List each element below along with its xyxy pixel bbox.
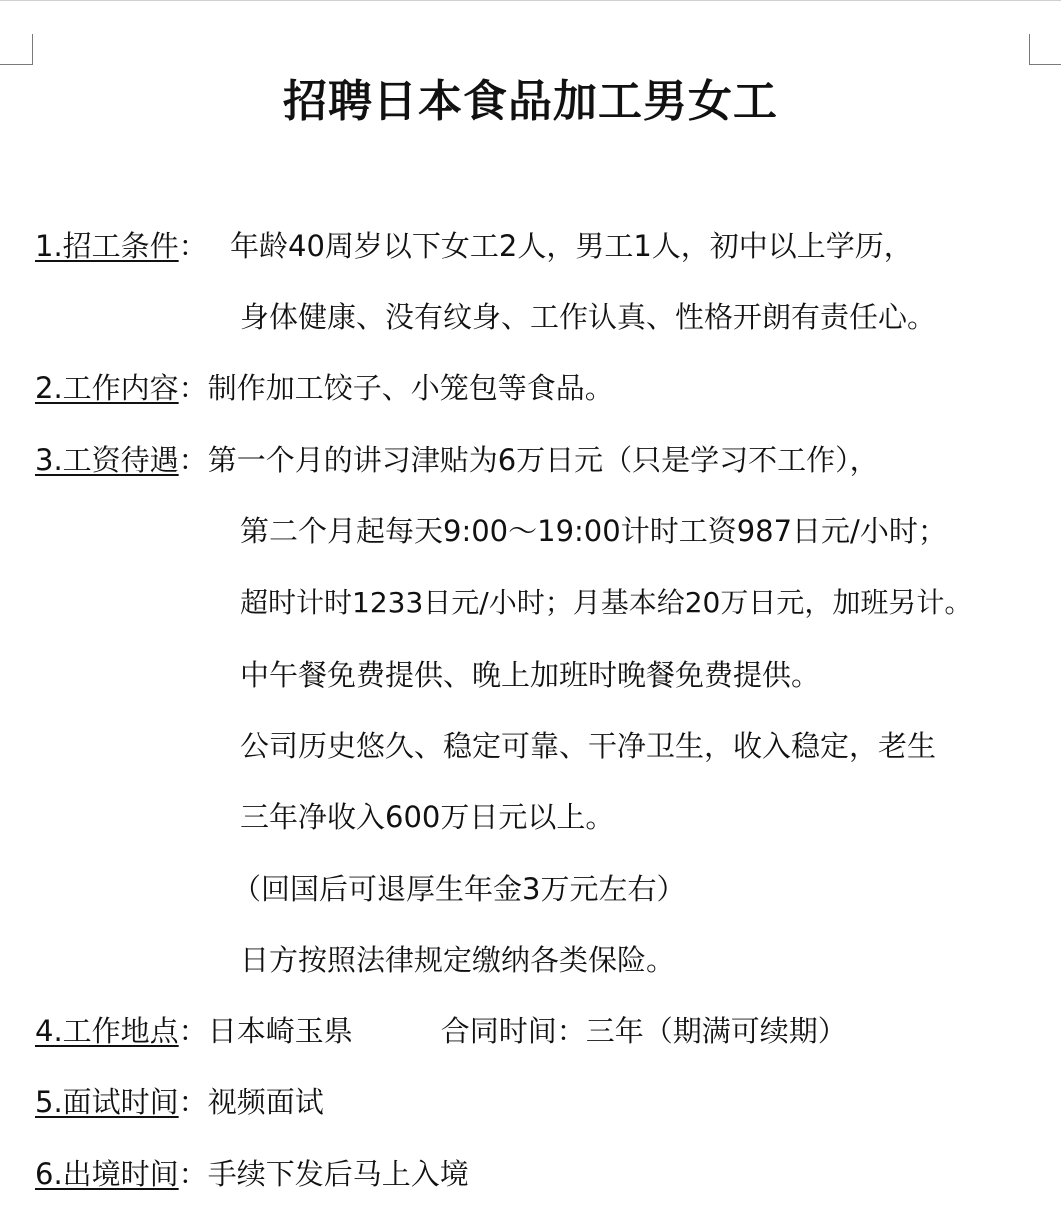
section-3-label: 3.工资待遇 bbox=[35, 443, 179, 477]
page-title: 招聘日本食品加工男女工 bbox=[283, 76, 778, 127]
section-3-row bbox=[35, 440, 879, 480]
section-3-line-6: 三年净收入600万日元以上。 bbox=[240, 800, 615, 834]
section-3-line-4: 中午餐免费提供、晚上加班时晚餐免费提供。 bbox=[240, 658, 821, 692]
section-3-line-3: 超时计时1233日元/小时；月基本给20万日元，加班另计。 bbox=[240, 586, 973, 619]
section-3-separator: ： bbox=[178, 443, 208, 477]
section-5-label: 5.面试时间 bbox=[35, 1085, 179, 1119]
section-2-label: 2.工作内容 bbox=[35, 371, 179, 405]
section-3-line-5: 公司历史悠久、稳定可靠、干净卫生，收入稳定，老生 bbox=[240, 729, 937, 763]
page-top-edge bbox=[0, 0, 1061, 1]
section-1-row bbox=[35, 226, 208, 266]
section-1-label: 1.招工条件 bbox=[35, 229, 179, 263]
section-6-label: 6.出境时间 bbox=[35, 1157, 179, 1191]
margin-corner-mark-right bbox=[1029, 34, 1061, 65]
section-4-label: 4.工作地点 bbox=[35, 1014, 179, 1048]
section-6-value: 手续下发后马上入境 bbox=[207, 1157, 469, 1191]
section-1-line-2: 身体健康、没有纹身、工作认真、性格开朗有责任心。 bbox=[240, 300, 937, 334]
section-3-line-2: 第二个月起每天9:00～19:00计时工资987日元/小时； bbox=[240, 514, 947, 548]
section-5-value: 视频面试 bbox=[207, 1085, 324, 1119]
section-5-row bbox=[35, 1082, 324, 1122]
section-1-separator: ： bbox=[178, 229, 208, 263]
section-4-row bbox=[35, 1011, 847, 1051]
section-6-row bbox=[35, 1154, 469, 1194]
section-2-line-1: 制作加工饺子、小笼包等食品。 bbox=[207, 371, 614, 405]
section-2-separator: ： bbox=[178, 371, 208, 405]
section-3-line-8: 日方按照法律规定缴纳各类保险。 bbox=[240, 943, 676, 977]
section-6-separator: ： bbox=[178, 1157, 208, 1191]
margin-corner-mark-left bbox=[0, 34, 33, 65]
section-2-row bbox=[35, 368, 614, 408]
section-5-separator: ： bbox=[178, 1085, 208, 1119]
section-4-value: 日本崎玉県 bbox=[207, 1014, 353, 1048]
section-4-separator: ： bbox=[178, 1014, 208, 1048]
section-3-line-1: 第一个月的讲习津贴为6万日元（只是学习不工作）， bbox=[207, 443, 879, 477]
section-1-line-1: 年龄40周岁以下女工2人，男工1人，初中以上学历， bbox=[230, 229, 913, 263]
section-3-line-7: （回国后可退厚生年金3万元左右） bbox=[232, 872, 686, 906]
contract-period: 合同时间：三年（期满可续期） bbox=[440, 1014, 847, 1048]
